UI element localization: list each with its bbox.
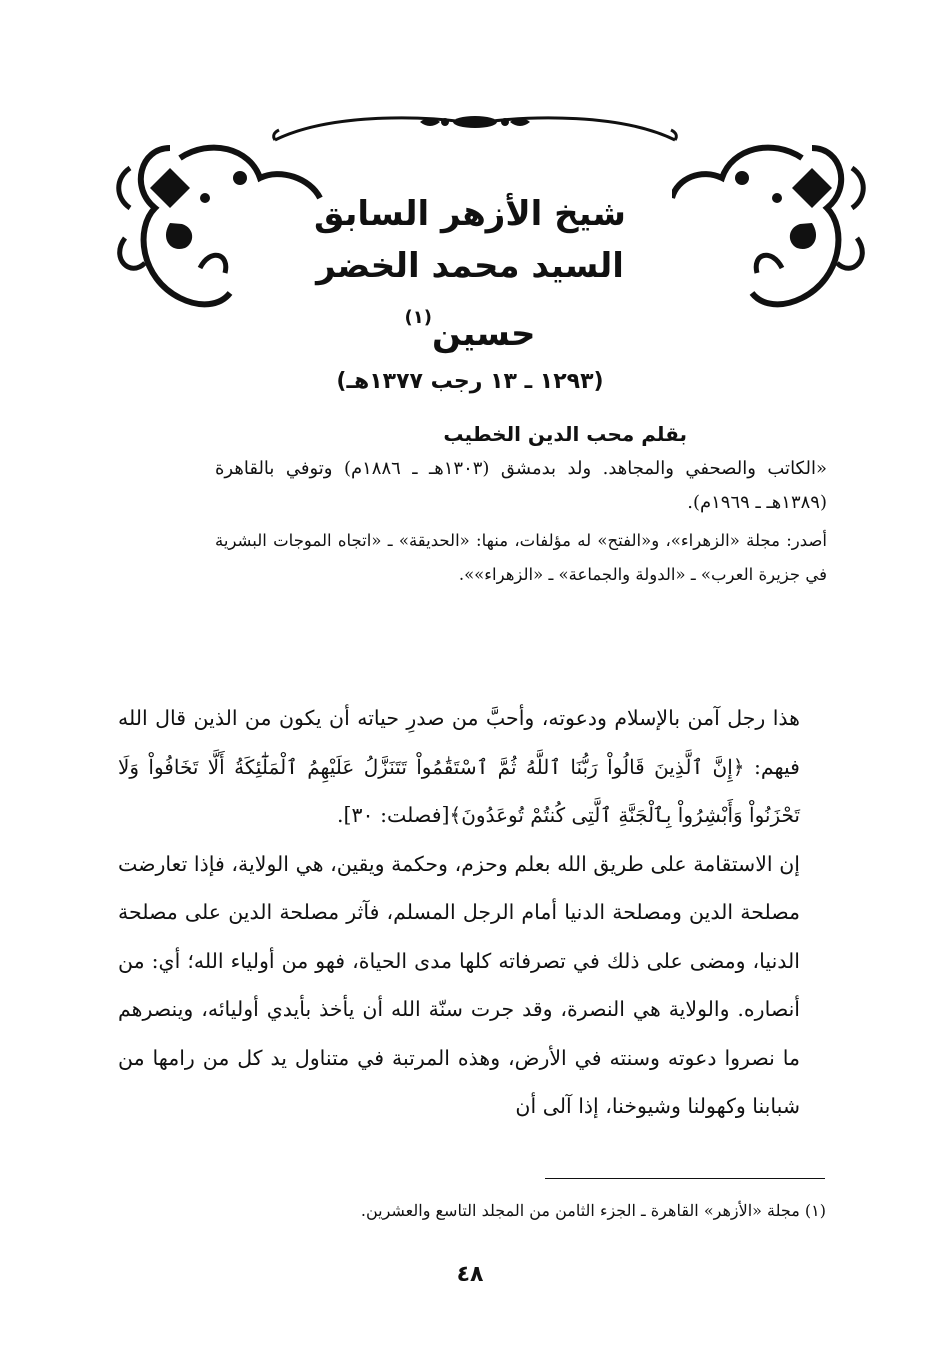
body-text <box>118 694 830 1131</box>
right-floral-ornament-icon <box>672 128 872 328</box>
footnote-divider <box>545 1178 825 1179</box>
title-dates: (١٢٩٣ ـ ١٣ رجب ١٣٧٧هـ) <box>336 369 604 394</box>
paragraph-2: إن الاستقامة على طريق الله بعلم وحزم، وحكمة ويقين، هي الولاية، فإذا تعارضت مصلحة الدين ومصلحة الدنيا أمام الرجل المسلم، فآثر مصلحة الدين على مصلحة الدنيا، ومضى على ذلك في تصرفاته كلها مدى الحياة، فهو من أولياء الله؛ أي: من أنصاره. والولاية هي النصرة، وقد جرت سنّة الله أن يأخذ بأيدي أوليائه، وينصرهم ما نصروا دعوته وسنته في الأرض، وهذه المرتبة في متناول يد كل من رامها من شبابنا وكهولنا وشيوخنا، إذا آلى أن <box>118 851 800 1118</box>
quran-reference: [فصلت: ٣٠]. <box>337 803 450 827</box>
author-works: أصدر: مجلة «الزهراء»، و«الفتح» له مؤلفات، منها: «الحديقة» ـ «اتجاه الموجات البشرية في جزيرة العرب» ـ «الدولة والجماعة» ـ «الزهراء»». <box>215 531 827 584</box>
title-name: السيد محمد الخضر حسين <box>316 246 624 354</box>
top-scroll-ornament-icon <box>270 108 680 148</box>
chapter-title <box>250 188 690 404</box>
quran-verse: ﴿إِنَّ ٱلَّذِينَ قَالُواْ رَبُّنَا ٱللَّهُ ثُمَّ ٱسْتَقَٰمُواْ تَتَنَزَّلُ عَلَيْهِمُ ٱلْمَلَٰٓئِكَةُ أَلَّا تَخَافُواْ وَلَا تَحْزَنُواْ وَأَبْشِرُواْ بِٱلْجَنَّةِ ٱلَّتِى كُنتُمْ تُوعَدُونَ﴾ <box>118 754 800 827</box>
title-line-1: شيخ الأزهر السابق <box>314 194 626 234</box>
author-description: «الكاتب والصحفي والمجاهد. ولد بدمشق (١٣٠٣هـ ـ ١٨٨٦م) وتوفي بالقاهرة (١٣٨٩هـ ـ ١٩٦٩م). <box>215 458 827 513</box>
title-line-2 <box>250 240 690 360</box>
paragraph-1-intro: هذا رجل آمن بالإسلام ودعوته، وأحبَّ من صدرِ حياته أن يكون من الذين قال الله فيهم: <box>118 706 800 779</box>
footnote-marker: (١) <box>404 307 432 328</box>
paragraph-1 <box>118 694 830 840</box>
author-byline: بقلم محب الدين الخطيب <box>443 422 687 446</box>
page-number: ٤٨ <box>456 1262 484 1287</box>
author-block <box>215 416 827 592</box>
footnote: (١) مجلة «الأزهر» القاهرة ـ الجزء الثامن من المجلد التاسع والعشرين. <box>360 1201 826 1220</box>
